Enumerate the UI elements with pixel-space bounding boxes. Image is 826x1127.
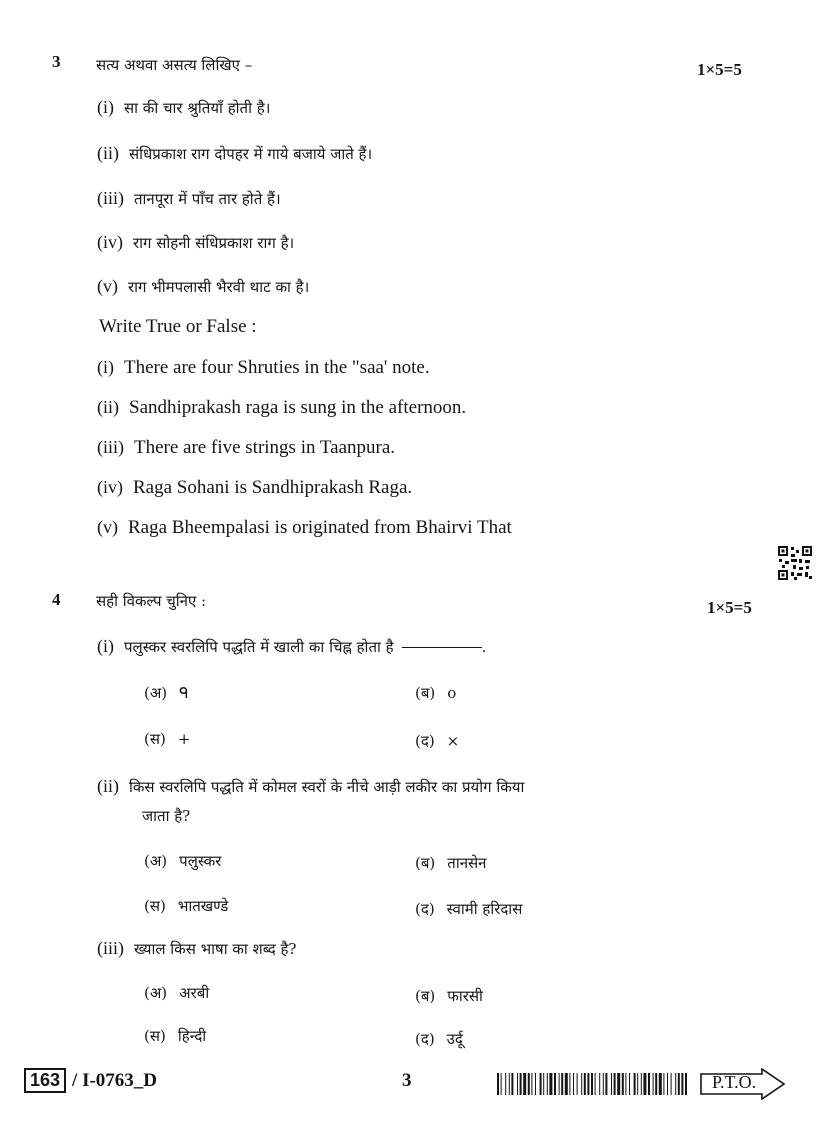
barcode-bar — [581, 1073, 582, 1095]
barcode-bar — [520, 1073, 522, 1095]
barcode-bar — [531, 1073, 532, 1095]
question-number: (i) — [97, 636, 114, 656]
q3-heading-english: Write True or False : — [99, 316, 257, 337]
q3-marks: 1×5=5 — [697, 60, 742, 79]
barcode-bar — [517, 1073, 518, 1095]
item-number: (v) — [97, 517, 118, 537]
barcode-bar — [663, 1073, 664, 1095]
barcode-bar — [523, 1073, 526, 1095]
barcode-bar — [605, 1073, 607, 1095]
paper-code-text: / I-0763_D — [72, 1070, 158, 1091]
mcq-option: (द) × — [415, 732, 460, 750]
barcode-bar — [584, 1073, 586, 1095]
barcode-bar — [634, 1073, 636, 1095]
item-number: (i) — [97, 357, 114, 377]
page-number: 3 — [402, 1070, 412, 1091]
barcode-bar — [569, 1073, 570, 1095]
barcode-bar — [655, 1073, 657, 1095]
mcq-option: (स) हिन्दी — [144, 1027, 207, 1045]
q3-hindi-item — [97, 143, 372, 164]
barcode-bar — [643, 1073, 646, 1095]
barcode-bar — [549, 1073, 552, 1095]
mcq-question — [97, 776, 524, 797]
q4-number: 4 — [52, 590, 61, 609]
q3-hindi-item — [97, 232, 294, 253]
item-number: (ii) — [97, 397, 119, 417]
q4-marks: 1×5=5 — [707, 598, 752, 617]
answer-blank — [402, 647, 482, 648]
question-text: ख्याल किस भाषा का शब्द है? — [134, 940, 297, 958]
barcode-bar — [599, 1073, 600, 1095]
barcode-bar — [653, 1073, 654, 1095]
mcq-option: (स) + — [144, 730, 191, 748]
barcode-bar — [561, 1073, 563, 1095]
barcode-bar — [641, 1073, 642, 1095]
barcode-bar — [603, 1073, 604, 1095]
barcode-bar — [617, 1073, 620, 1095]
q3-english-item — [97, 357, 430, 379]
item-number: (ii) — [97, 143, 119, 163]
q3-hindi-item — [97, 188, 281, 209]
q3-english-item — [97, 517, 512, 539]
question-text-continuation: जाता है? — [142, 807, 191, 825]
barcode-bar — [625, 1073, 626, 1095]
q3-number: 3 — [52, 52, 61, 71]
barcode-bar — [681, 1073, 683, 1095]
barcode-bar — [591, 1073, 593, 1095]
mcq-option: (अ) पलुस्कर — [144, 852, 222, 870]
barcode-bar — [659, 1073, 662, 1095]
item-number: (iii) — [97, 437, 124, 457]
barcode-bar — [554, 1073, 556, 1095]
subject-code-box: 163 — [24, 1068, 66, 1093]
item-number: (iv) — [97, 232, 123, 252]
q3-english-item — [97, 477, 412, 499]
barcode-bar — [667, 1073, 668, 1095]
mcq-question: (i) पलुस्कर स्वरलिपि पद्धति में खाली का चिह्न होता है . — [97, 636, 487, 656]
question-text: पलुस्कर स्वरलिपि पद्धति में खाली का चिह्न होता है — [124, 638, 394, 656]
barcode-bar — [629, 1073, 630, 1095]
barcode-bar — [671, 1073, 672, 1095]
item-number: (i) — [97, 97, 114, 117]
barcode-bar — [648, 1073, 650, 1095]
barcode-icon — [497, 1073, 687, 1095]
barcode-bar — [505, 1073, 506, 1095]
barcode-bar — [559, 1073, 560, 1095]
q3-hindi-item — [97, 276, 309, 297]
mcq-option: (ब) o — [415, 684, 457, 702]
paper-code — [24, 1068, 157, 1093]
item-number: (v) — [97, 276, 118, 296]
barcode-bar — [637, 1073, 638, 1095]
item-text: Raga Sohani is Sandhiprakash Raga. — [133, 477, 413, 498]
item-text: Raga Bheempalasi is originated from Bhairvi That — [128, 517, 512, 538]
barcode-bar — [611, 1073, 612, 1095]
barcode-bar — [511, 1073, 513, 1095]
mcq-option: (अ) ᑫ — [144, 684, 189, 702]
q3-english-item — [97, 437, 395, 459]
barcode-bar — [565, 1073, 568, 1095]
q3-english-item — [97, 397, 466, 419]
barcode-bar — [540, 1073, 542, 1095]
qr-code-icon — [777, 545, 813, 581]
mcq-option: (ब) तानसेन — [415, 854, 487, 872]
q3-heading-hindi: सत्य अथवा असत्य लिखिए – — [96, 56, 253, 74]
mcq-option: (ब) फारसी — [415, 987, 483, 1005]
question-text: किस स्वरलिपि पद्धति में कोमल स्वरों के नीचे आड़ी लकीर का प्रयोग किया — [129, 778, 525, 796]
item-number: (iv) — [97, 477, 123, 497]
barcode-bar — [543, 1073, 544, 1095]
barcode-bar — [622, 1073, 624, 1095]
item-text: संधिप्रकाश राग दोपहर में गाये बजाये जाते हैं। — [129, 145, 373, 163]
barcode-bar — [501, 1073, 502, 1095]
mcq-question — [97, 938, 296, 959]
barcode-bar — [573, 1073, 574, 1095]
mcq-option: (द) उर्दू — [415, 1030, 463, 1048]
q4-heading-hindi: सही विकल्प चुनिए : — [96, 592, 207, 610]
item-number: (iii) — [97, 188, 124, 208]
barcode-bar — [675, 1073, 676, 1095]
barcode-bar — [685, 1073, 687, 1095]
item-text: तानपूरा में पाँच तार होते हैं। — [134, 190, 281, 208]
barcode-bar — [587, 1073, 589, 1095]
barcode-bar — [614, 1073, 616, 1095]
item-text: राग सोहनी संधिप्रकाश राग है। — [133, 234, 295, 252]
item-text: Sandhiprakash raga is sung in the afternoon. — [129, 397, 467, 418]
barcode-bar — [547, 1073, 548, 1095]
q3-hindi-item — [97, 97, 270, 118]
mcq-option: (स) भातखण्डे — [144, 897, 229, 915]
barcode-bar — [577, 1073, 578, 1095]
pto-label: P.T.O. — [712, 1072, 757, 1092]
question-number: (ii) — [97, 776, 119, 796]
item-text: सा की चार श्रुतियाँ होती है। — [124, 99, 271, 117]
item-text: There are five strings in Taanpura. — [134, 437, 396, 458]
barcode-bar — [678, 1073, 680, 1095]
mcq-option: (द) स्वामी हरिदास — [415, 900, 523, 918]
item-text: There are four Shruties in the "saa' note. — [124, 357, 430, 378]
barcode-bar — [497, 1073, 499, 1095]
question-number: (iii) — [97, 938, 124, 958]
mcq-option: (अ) अरबी — [144, 984, 210, 1002]
barcode-bar — [509, 1073, 510, 1095]
barcode-bar — [535, 1073, 536, 1095]
item-text: राग भीमपलासी भैरवी थाट का है। — [128, 278, 310, 296]
barcode-bar — [528, 1073, 530, 1095]
barcode-bar — [595, 1073, 596, 1095]
